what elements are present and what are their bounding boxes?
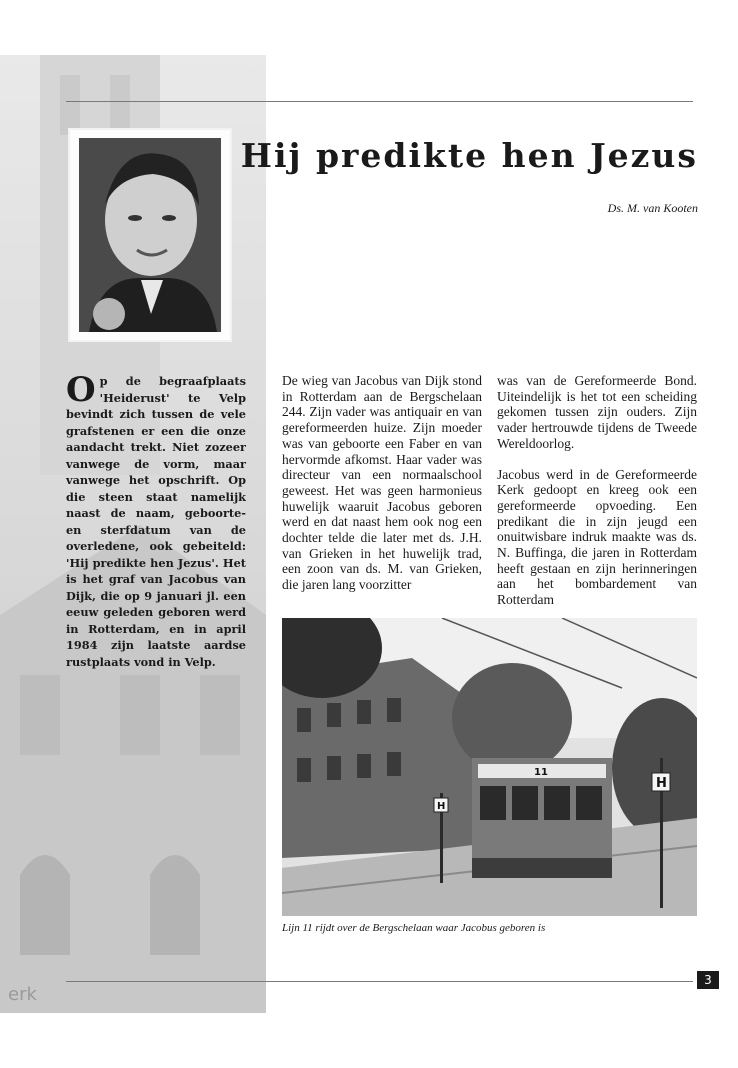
article-author: Ds. M. van Kooten — [607, 201, 698, 215]
intro-paragraph — [66, 370, 246, 670]
body-column-2 — [497, 373, 697, 623]
portrait-photo — [79, 138, 221, 332]
stop-sign-small: H — [437, 801, 446, 812]
drop-cap: O — [66, 370, 96, 410]
top-rule — [66, 101, 693, 102]
body-column-1 — [282, 373, 482, 608]
photo-caption: Lijn 11 rijdt over de Bergschelaan waar Jacobus geboren is — [282, 922, 546, 934]
portrait-frame — [70, 130, 230, 340]
page-number: 3 — [697, 971, 719, 989]
intro-text: p de begraafplaats 'Heiderust' te Velp bevindt zich tussen de vele grafstenen er een die onze aandacht trekt. Niet zozeer vanwege de vorm, maar vanwege het opschrift. Op die steen staat namelijk naast de naam, geboorte- en sterfdatum van de overledene, ook gebeiteld: 'Hij predikte hen Jezus'. Het is het graf van Jacobus van Dijk, die op 9 januari jl. een eeuw geleden geboren werd in Rotterdam, en in april 1984 zijn laatste aardse rustplaats vond in Velp. — [66, 374, 246, 669]
stop-sign: H — [656, 776, 667, 791]
article-title: Hij predikte hen Jezus — [240, 136, 698, 175]
background-text: erk — [8, 984, 37, 1005]
body-paragraph: was van de Gereformeerde Bond. Uiteindelijk is het tot een scheiding gekomen tussen zijn ouders. Zijn vader hertrouwde tijdens de Tweede Wereldoorlog. — [497, 373, 697, 451]
tram-number-sign: 11 — [534, 767, 548, 778]
body-paragraph: Jacobus werd in de Gereformeerde Kerk gedoopt en kreeg ook een gereformeerde opvoeding. Een predikant die in zijn jeugd een onuitwisbare indruk maakte was ds. N. Buffinga, die jaren in Rotterdam heeft gestaan en zijn herinneringen aan het bombardement van Rotterdam — [497, 466, 697, 608]
tram-photo — [282, 618, 697, 916]
body-paragraph: De wieg van Jacobus van Dijk stond in Rotterdam aan de Bergschelaan 244. Zijn vader was antiquair en van gereformeerden huize. Zijn moeder was van geboorte een Faber en van hervormde afkomst. Haar vader was directeur van een normaalschool geweest. Het was geen harmonieus huwelijk waaruit Jacobus geboren werd en dat naast hem ook nog een dochter telde die later met ds. J.H. van Grieken in het huwelijk trad, een zoon van ds. M. van Grieken, die jaren lang voorzitter — [282, 373, 482, 593]
bottom-rule — [66, 981, 693, 982]
